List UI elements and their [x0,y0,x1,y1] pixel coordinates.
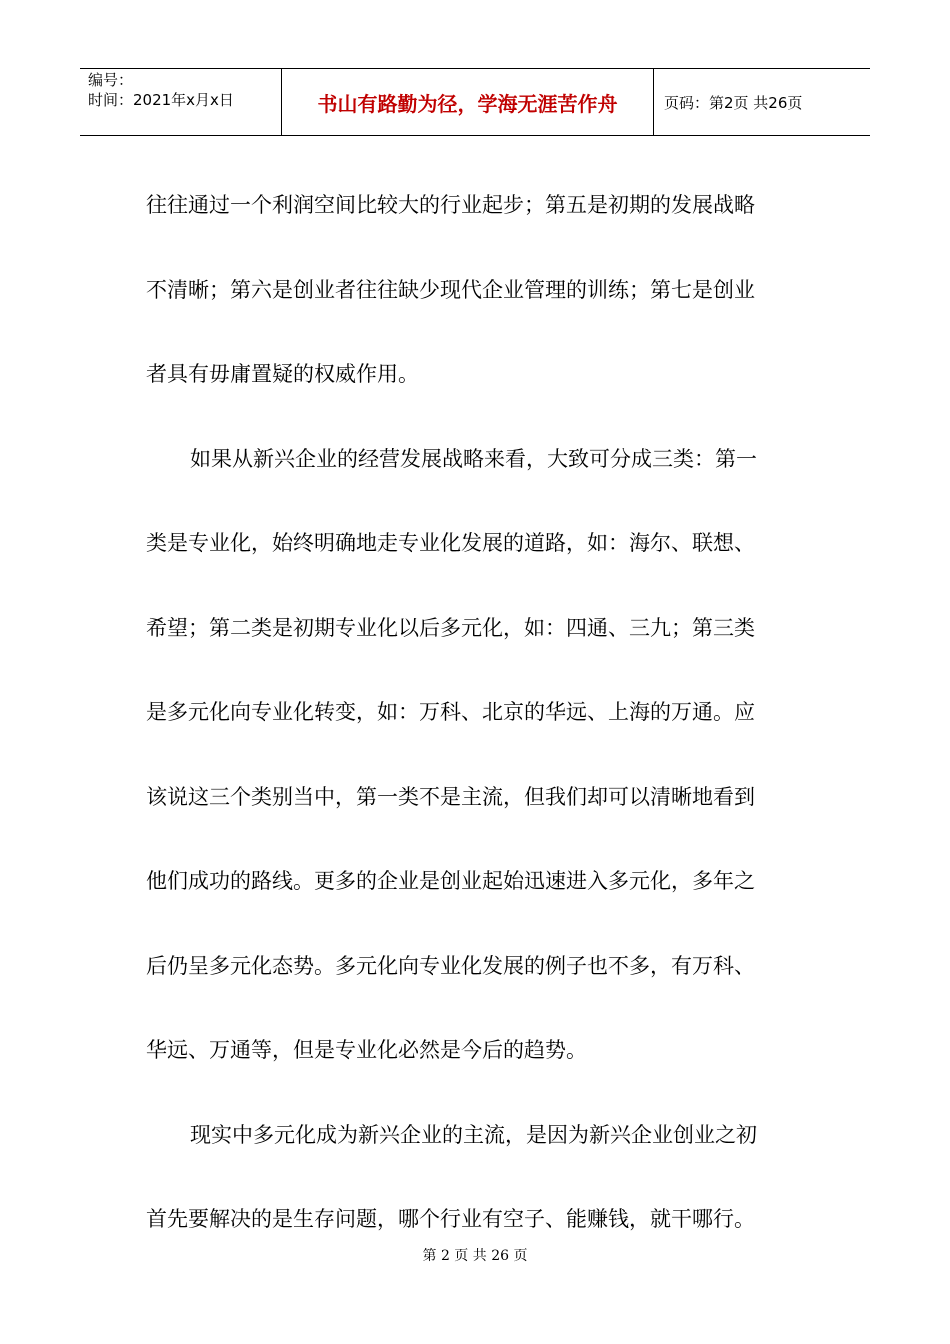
header-motto: 书山有路勤为径，学海无涯苦作舟 [317,92,618,116]
text-line: 如果从新兴企业的经营发展战略来看，大致可分成三类：第一 [190,446,757,471]
text-line: 往往通过一个利润空间比较大的行业起步；第五是初期的发展战略 [146,193,755,217]
header-page-cell [654,69,870,135]
text-line: 希望；第二类是初期专业化以后多元化，如：四通、三九；第三类 [146,615,755,640]
document-date-label: 时间：2021年x月x日 [88,91,234,109]
page-footer: 第 2 页 共 26 页 [422,1248,528,1264]
header-page-code: 页码：第2页 共26页 [664,94,803,112]
paragraph-continued [146,163,796,417]
text-line: 后仍呈多元化态势。多元化向专业化发展的例子也不多，有万科、 [146,953,755,978]
page-header [80,68,870,136]
text-line: 是多元化向专业化转变，如：万科、北京的华远、上海的万通。应 [146,700,755,724]
paragraph-strategy-types [146,417,796,1093]
text-line: 他们成功的路线。更多的企业是创业起始迅速进入多元化，多年之 [146,869,755,893]
paragraph-diversification [146,1093,796,1262]
document-number-label: 编号： [88,71,134,89]
document-body [146,163,796,1262]
text-line: 华远、万通等，但是专业化必然是今后的趋势。 [146,1038,587,1062]
text-line: 首先要解决的是生存问题，哪个行业有空子、能赚钱，就干哪行。 [146,1207,755,1231]
text-line: 者具有毋庸置疑的权威作用。 [146,362,419,386]
text-line: 该说这三个类别当中，第一类不是主流，但我们却可以清晰地看到 [146,784,755,809]
text-line: 现实中多元化成为新兴企业的主流，是因为新兴企业创业之初 [190,1122,757,1147]
header-meta-cell [80,69,282,135]
text-line: 不清晰；第六是创业者往往缺少现代企业管理的训练；第七是创业 [146,277,755,302]
text-line: 类是专业化，始终明确地走专业化发展的道路，如：海尔、联想、 [146,531,755,555]
header-motto-cell [282,69,654,135]
